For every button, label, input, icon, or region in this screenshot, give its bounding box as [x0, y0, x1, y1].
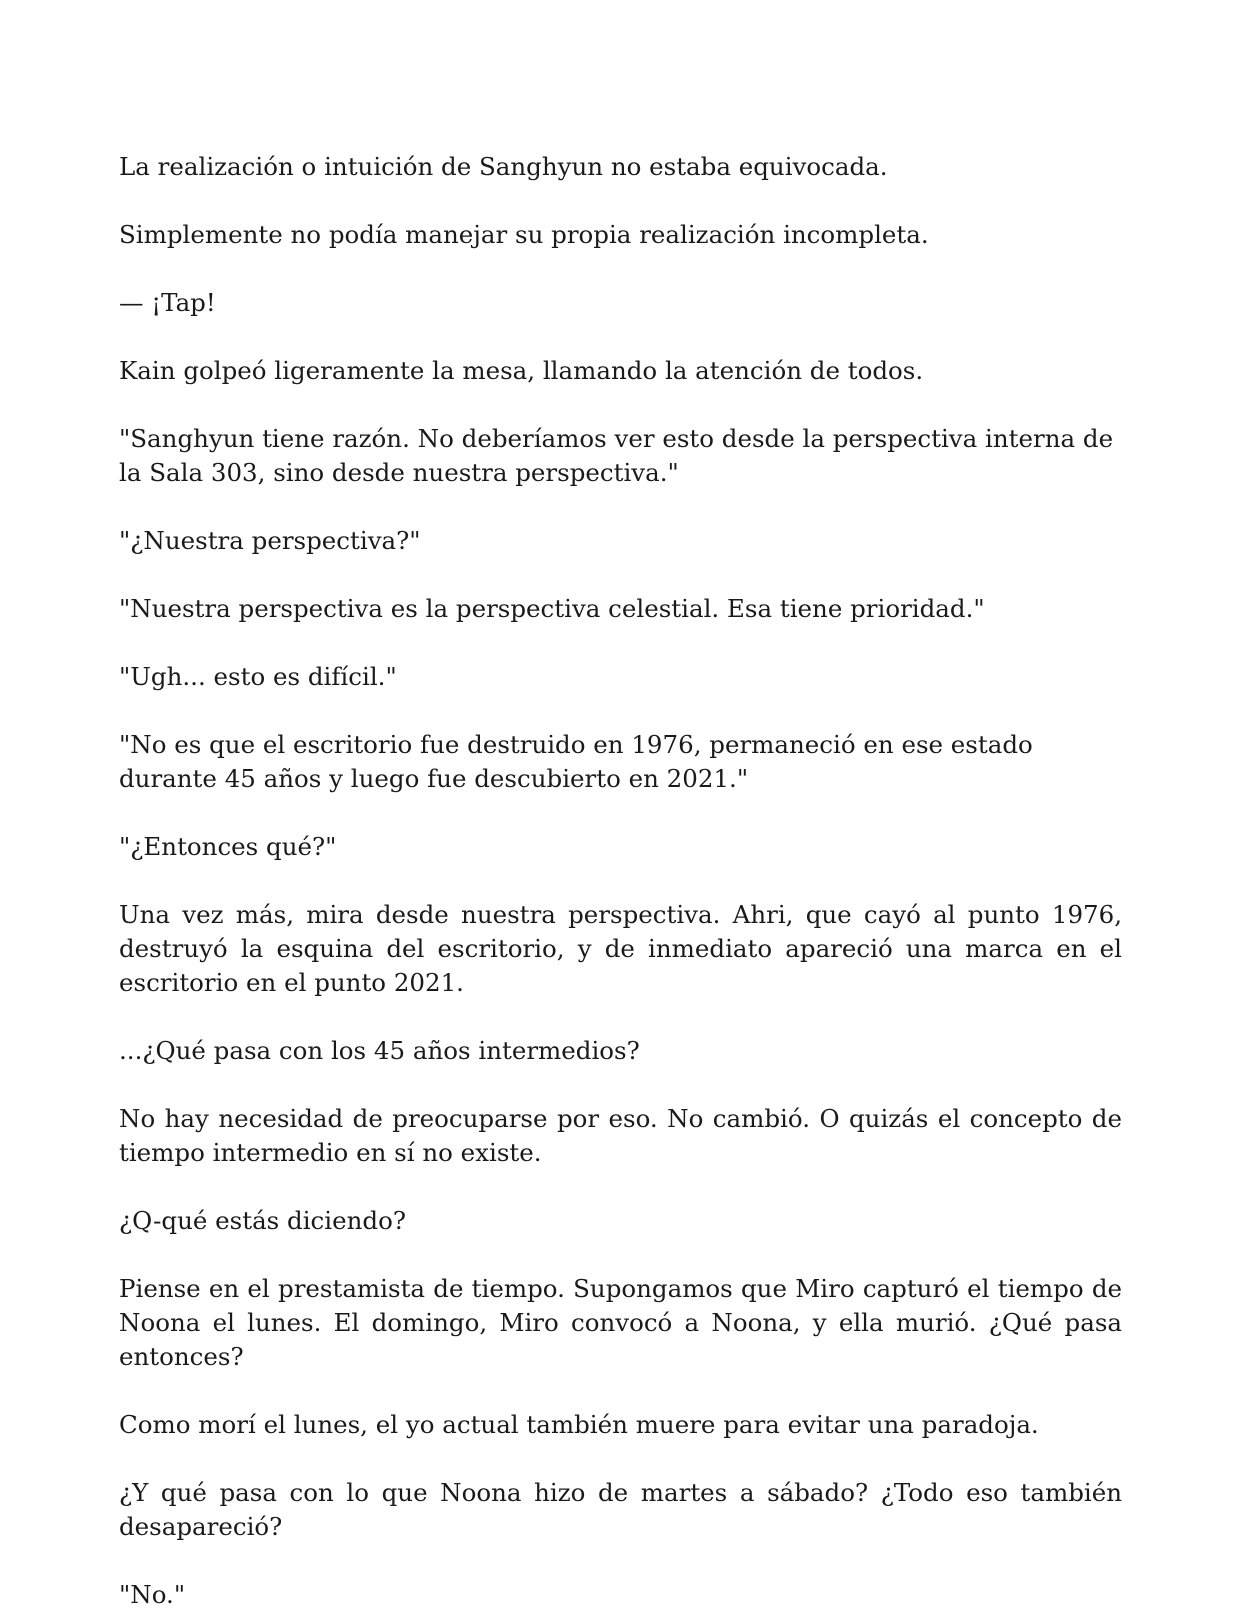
paragraph: No hay necesidad de preocuparse por eso. No cambió. O quizás el concepto de tiempo intermedio en sí no existe. — [119, 1104, 1122, 1167]
paragraph: "¿Entonces qué?" — [119, 832, 337, 861]
paragraph: "Sanghyun tiene razón. No deberíamos ver esto desde la perspectiva interna de la Sala 303, sino desde nuestra perspectiva." — [119, 424, 1114, 487]
paragraph: La realización o intuición de Sanghyun no estaba equivocada. — [119, 152, 888, 181]
paragraph: ...¿Qué pasa con los 45 años intermedios? — [119, 1036, 640, 1065]
paragraph: "¿Nuestra perspectiva?" — [119, 526, 421, 555]
paragraph: Como morí el lunes, el yo actual también muere para evitar una paradoja. — [119, 1410, 1039, 1439]
paragraph: ¿Q-qué estás diciendo? — [119, 1206, 406, 1235]
paragraph: Kain golpeó ligeramente la mesa, llamando la atención de todos. — [119, 356, 924, 385]
paragraph: Piense en el prestamista de tiempo. Supongamos que Miro capturó el tiempo de Noona el lunes. El domingo, Miro convocó a Noona, y ella murió. ¿Qué pasa entonces? — [119, 1274, 1122, 1371]
paragraph: "Ugh... esto es difícil." — [119, 662, 397, 691]
paragraph: Simplemente no podía manejar su propia realización incompleta. — [119, 220, 929, 249]
paragraph: "Nuestra perspectiva es la perspectiva celestial. Esa tiene prioridad." — [119, 594, 985, 623]
paragraph: Una vez más, mira desde nuestra perspectiva. Ahri, que cayó al punto 1976, destruyó la esquina del escritorio, y de inmediato apareció una marca en el escritorio en el punto 2021. — [119, 900, 1122, 997]
paragraph: "No es que el escritorio fue destruido en 1976, permaneció en ese estado durante 45 años y luego fue descubierto en 2021." — [119, 730, 1033, 793]
paragraph: "No." — [119, 1580, 186, 1609]
paragraph: ¿Y qué pasa con lo que Noona hizo de martes a sábado? ¿Todo eso también desapareció? — [119, 1478, 1122, 1541]
paragraph: — ¡Tap! — [119, 288, 216, 317]
document-body — [119, 150, 1122, 1617]
